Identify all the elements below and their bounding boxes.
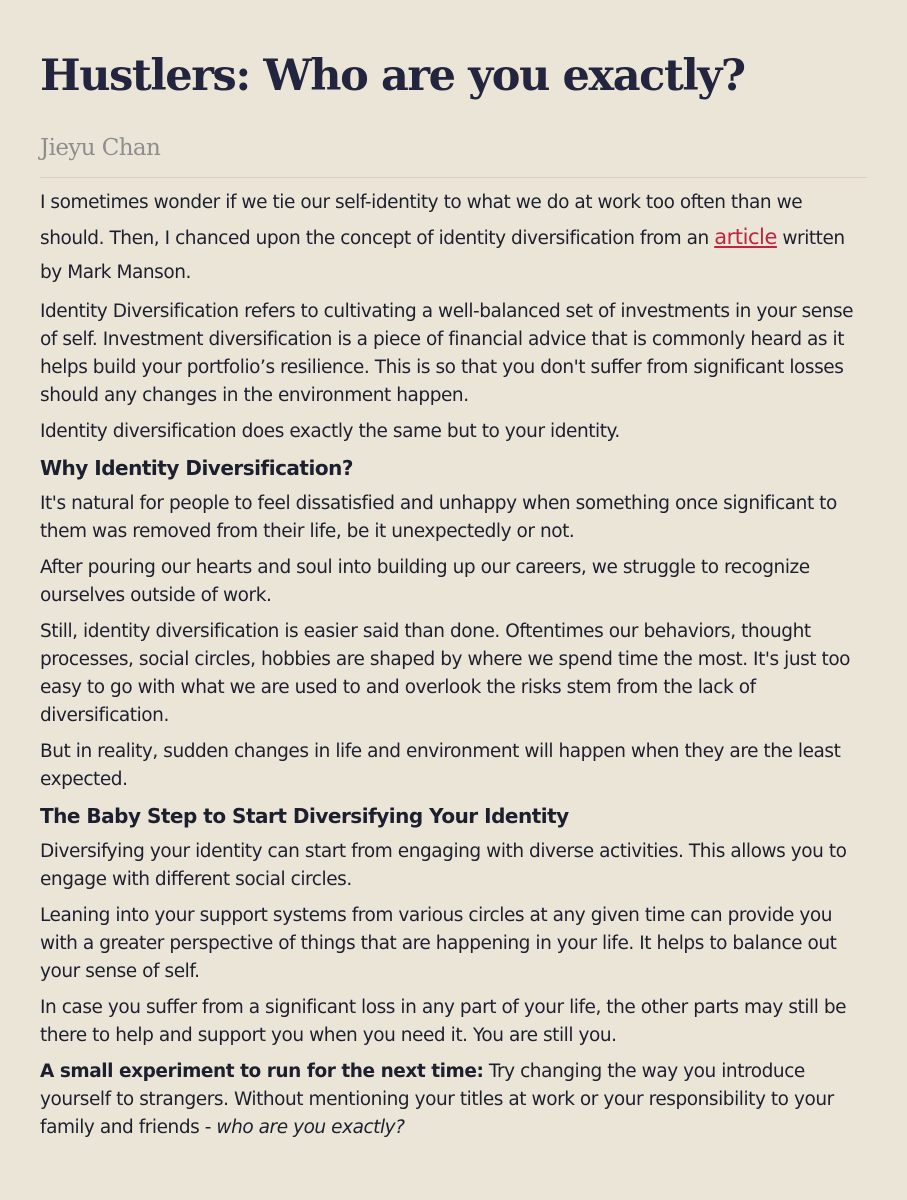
- experiment-question: who are you exactly?: [216, 1117, 405, 1138]
- experiment-lead: A small experiment to run for the next time:: [40, 1061, 484, 1082]
- heading-baby-step: The Baby Step to Start Diversifying Your Identity: [40, 804, 569, 828]
- experiment-text: Try changing the way you introduce yourself to strangers. Without mentioning your titles at work or your responsibility to your family and friends -: [40, 1061, 834, 1138]
- paragraph-experiment: [40, 1058, 867, 1142]
- paragraph-intro-text-end: written by Mark Manson.: [40, 228, 845, 283]
- article-body: [40, 186, 867, 1150]
- article-title: Hustlers: Who are you exactly?: [40, 51, 745, 101]
- paragraph-natural: It's natural for people to feel dissatisfied and unhappy when something once significant to them was removed from their life, be it unexpectedly or not.: [40, 493, 837, 542]
- paragraph-intro: [40, 186, 867, 290]
- paragraph-careers: After pouring our hearts and soul into building up our careers, we struggle to recognize ourselves outside of work.: [40, 557, 810, 606]
- paragraph-definition: Identity Diversification refers to cultivating a well-balanced set of investments in your sense of self. Investment diversification is a piece of financial advice that is commonly heard as it helps build your portfolio’s resilience. This is so that you don't suffer from significant losses should any changes in the environment happen.: [40, 301, 854, 406]
- paragraph-same: Identity diversification does exactly the same but to your identity.: [40, 421, 620, 442]
- article-author: Jieyu Chan: [40, 135, 161, 161]
- paragraph-support: Leaning into your support systems from various circles at any given time can provide you with a greater perspective of things that are happening in your life. It helps to balance out your sense of self.: [40, 905, 837, 982]
- paragraph-easier-said: Still, identity diversification is easier said than done. Oftentimes our behaviors, thought processes, social circles, hobbies are shaped by where we spend time the most. It's just too easy to go with what we are used to and overlook the risks stem from the lack of diversification.: [40, 621, 851, 726]
- article-link[interactable]: article: [714, 225, 777, 249]
- heading-why: Why Identity Diversification?: [40, 456, 353, 480]
- paragraph-intro-text-start: I sometimes wonder if we tie our self-identity to what we do at work too often than we should. Then, I chanced upon the concept of identity diversification from an: [40, 192, 803, 249]
- paragraph-activities: Diversifying your identity can start from engaging with diverse activities. This allows you to engage with different social circles.: [40, 841, 847, 890]
- paragraph-reality: But in reality, sudden changes in life and environment will happen when they are the least expected.: [40, 741, 841, 790]
- paragraph-loss: In case you suffer from a significant loss in any part of your life, the other parts may still be there to help and support you when you need it. You are still you.: [40, 997, 847, 1046]
- header-divider: [40, 177, 867, 178]
